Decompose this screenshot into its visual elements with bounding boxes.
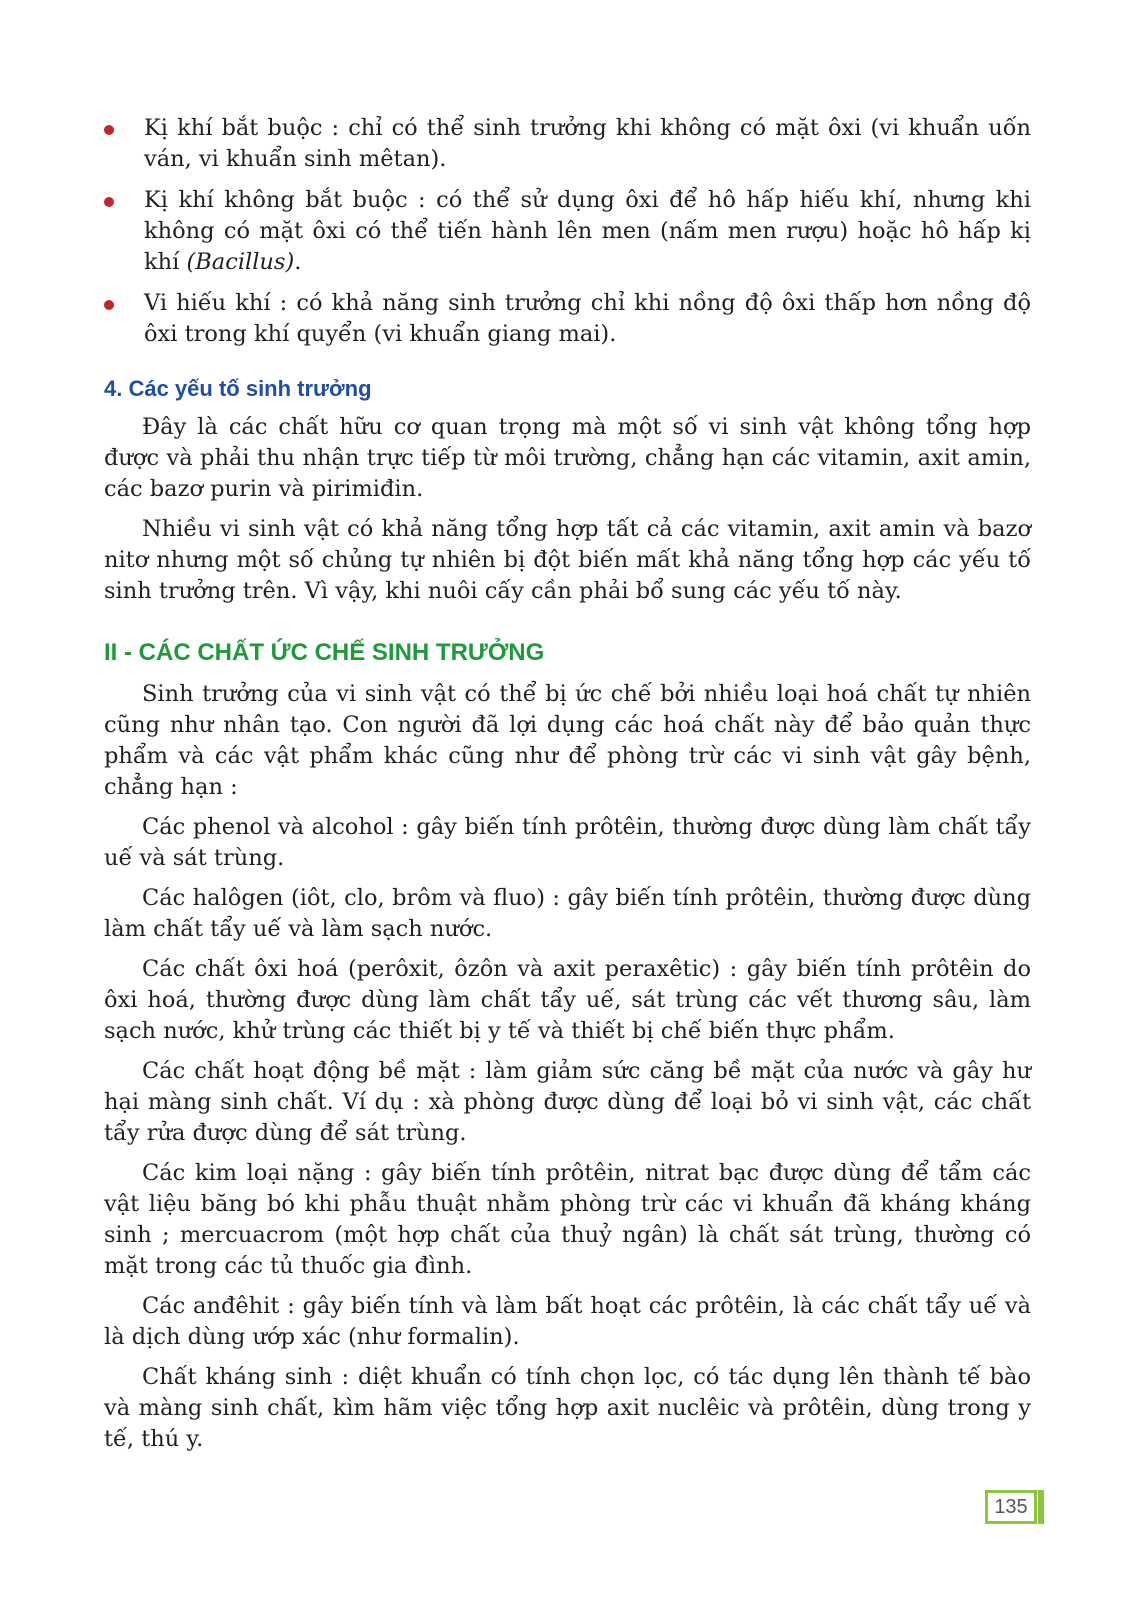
bullet-dot-icon <box>104 125 114 135</box>
paragraph: Các chất hoạt động bề mặt : làm giảm sức căng bề mặt của nước và gây hư hại màng sinh chất. Ví dụ : xà phòng được dùng để loại bỏ vi sinh vật, các chất tẩy rửa được dùng để sát trùng. <box>104 1058 1031 1146</box>
paragraph: Đây là các chất hữu cơ quan trọng mà một số vi sinh vật không tổng hợp được và phải thu nhận trực tiếp từ môi trường, chẳng hạn các vitamin, axit amin, các bazơ purin và pirimiđin. <box>104 414 1031 502</box>
paragraph: Sinh trưởng của vi sinh vật có thể bị ức chế bởi nhiều loại hoá chất tự nhiên cũng như nhân tạo. Con người đã lợi dụng các hoá chất này để bảo quản thực phẩm và các vật phẩm khác cũng như để phòng trừ các vi sinh vật gây bệnh, chẳng hạn : <box>104 681 1031 800</box>
bullet-text: Vi hiếu khí : có khả năng sinh trưởng chỉ khi nồng độ ôxi thấp hơn nồng độ ôxi trong khí quyển (vi khuẩn giang mai). <box>144 290 1031 347</box>
bullet-item <box>104 185 1031 278</box>
bullet-dot-icon <box>104 300 114 310</box>
page-content <box>104 113 1031 1464</box>
bullet-item <box>104 113 1031 175</box>
paragraph: Các halôgen (iôt, clo, brôm và fluo) : gây biến tính prôtêin, thường được dùng làm chất tẩy uế và làm sạch nước. <box>104 885 1031 942</box>
paragraph: Các chất ôxi hoá (perôxit, ôzôn và axit peraxêtic) : gây biến tính prôtêin do ôxi hoá, thường được dùng làm chất tẩy uế, sát trùng các vết thương sâu, làm sạch nước, khử trùng các thiết bị y tế và thiết bị chế biến thực phẩm. <box>104 956 1031 1044</box>
bullet-italic-term: (Bacillus) <box>186 249 295 275</box>
bullet-text-end: . <box>294 249 302 275</box>
paragraph: Các kim loại nặng : gây biến tính prôtêin, nitrat bạc được dùng để tẩm các vật liệu băng bó khi phẫu thuật nhằm phòng trừ các vi khuẩn đã kháng kháng sinh ; mercuacrom (một hợp chất của thuỷ ngân) là chất sát trùng, thường có mặt trong các tủ thuốc gia đình. <box>104 1160 1031 1279</box>
paragraph: Các phenol và alcohol : gây biến tính prôtêin, thường được dùng làm chất tẩy uế và sát trùng. <box>104 814 1031 871</box>
page-number: 135 <box>985 1490 1037 1524</box>
paragraph: Chất kháng sinh : diệt khuẩn có tính chọn lọc, có tác dụng lên thành tế bào và màng sinh chất, kìm hãm việc tổng hợp axit nuclêic và prôtêin, dùng trong y tế, thú y. <box>104 1364 1031 1452</box>
bullet-text: Kị khí bắt buộc : chỉ có thể sinh trưởng khi không có mặt ôxi (vi khuẩn uốn ván, vi khuẩn sinh mêtan). <box>144 115 1031 172</box>
bullet-text: Kị khí không bắt buộc : có thể sử dụng ôxi để hô hấp hiếu khí, nhưng khi không có mặt ôxi có thể tiến hành lên men (nấm men rượu) hoặc hô hấp kị khí <box>144 187 1031 275</box>
paragraph: Các anđêhit : gây biến tính và làm bất hoạt các prôtêin, là các chất tẩy uế và là dịch dùng ướp xác (như formalin). <box>104 1293 1031 1350</box>
section-heading: 4. Các yếu tố sinh trưởng <box>104 376 372 401</box>
paragraph: Nhiều vi sinh vật có khả năng tổng hợp tất cả các vitamin, axit amin và bazơ nitơ nhưng một số chủng tự nhiên bị đột biến mất khả năng tổng hợp các yếu tố sinh trưởng trên. Vì vậy, khi nuôi cấy cần phải bổ sung các yếu tố này. <box>104 516 1031 604</box>
bullet-dot-icon <box>104 197 114 207</box>
chapter-heading: II - CÁC CHẤT ỨC CHẾ SINH TRƯỞNG <box>104 639 545 666</box>
bullet-item <box>104 288 1031 350</box>
